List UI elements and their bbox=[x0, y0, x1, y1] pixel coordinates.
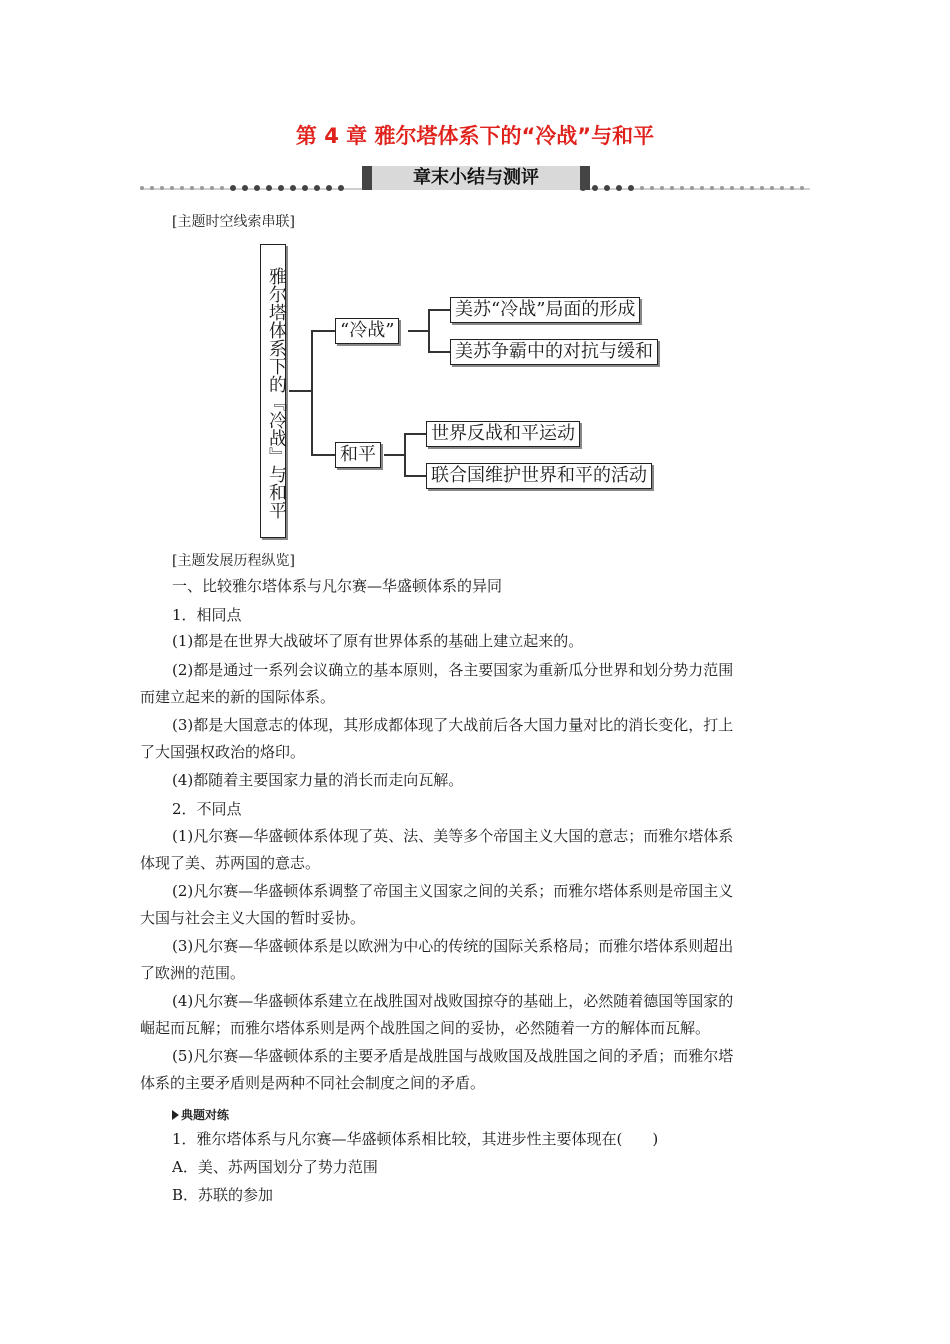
exercise-tag-label: 典题对练 bbox=[181, 1108, 230, 1122]
diff-point-1-line1: (1)凡尔赛—华盛顿体系体现了英、法、美等多个帝国主义大国的意志；而雅尔塔体系 bbox=[172, 827, 734, 845]
same-point-3-line2: 了大国强权政治的烙印。 bbox=[140, 743, 306, 761]
same-point-4: (4)都随着主要国家力量的消长而走向瓦解。 bbox=[172, 771, 464, 789]
diff-point-2-line2: 大国与社会主义大国的暂时妥协。 bbox=[140, 909, 366, 927]
diff-points-title: 2．不同点 bbox=[172, 800, 242, 818]
same-point-2-line2: 而建立起来的新的国际体系。 bbox=[140, 688, 336, 706]
connector-b1 bbox=[408, 330, 428, 332]
diagram-root-box: 雅尔塔体系下的『冷战』与和平 bbox=[260, 244, 286, 538]
diagram-node-us-soviet-rivalry: 美苏争霸中的对抗与缓和 bbox=[450, 339, 658, 365]
diff-point-2-line1: (2)凡尔赛—华盛顿体系调整了帝国主义国家之间的关系；而雅尔塔体系则是帝国主义 bbox=[172, 882, 734, 900]
connector-b1-vertical bbox=[428, 309, 430, 351]
connector-branch2 bbox=[311, 454, 335, 456]
diff-point-5-line1: (5)凡尔赛—华盛顿体系的主要矛盾是战胜国与战败国及战胜国之间的矛盾；而雅尔塔 bbox=[172, 1047, 734, 1065]
connector-b1-c1 bbox=[428, 309, 450, 311]
exercise-option-a: A．美、苏两国划分了势力范围 bbox=[172, 1158, 378, 1176]
diagram-node-un-peace-activities: 联合国维护世界和平的活动 bbox=[426, 463, 652, 489]
diff-point-4-line2: 崛起而瓦解；而雅尔塔体系则是两个战胜国之间的妥协，必然随着一方的解体而瓦解。 bbox=[140, 1019, 711, 1037]
connector-b2 bbox=[384, 454, 404, 456]
diagram-branch-cold-war: “冷战” bbox=[335, 318, 399, 344]
same-point-2-line1: (2)都是通过一系列会议确立的基本原则，各主要国家为重新瓜分世界和划分势力范围 bbox=[172, 661, 734, 679]
triangle-icon bbox=[172, 1110, 179, 1120]
connector-root bbox=[289, 390, 311, 392]
diff-point-3-line1: (3)凡尔赛—华盛顿体系是以欧洲为中心的传统的国际关系格局；而雅尔塔体系则超出 bbox=[172, 937, 734, 955]
banner-dots-left bbox=[140, 177, 360, 183]
connector-branch1 bbox=[311, 330, 335, 332]
exercise-tag bbox=[172, 1106, 229, 1123]
banner-title: 章末小结与测评 bbox=[362, 166, 590, 190]
section1-heading: [主题时空线索串联] bbox=[172, 214, 295, 230]
same-points-title: 1．相同点 bbox=[172, 606, 242, 624]
diagram-node-antiwar-movement: 世界反战和平运动 bbox=[426, 421, 580, 447]
section-banner bbox=[140, 166, 810, 192]
section2-heading: [主题发展历程纵览] bbox=[172, 553, 295, 569]
same-point-1: (1)都是在世界大战破坏了原有世界体系的基础上建立起来的。 bbox=[172, 632, 584, 650]
diff-point-5-line2: 体系的主要矛盾则是两种不同社会制度之间的矛盾。 bbox=[140, 1074, 486, 1092]
connector-b1-c2 bbox=[428, 351, 450, 353]
diff-point-1-line2: 体现了美、苏两国的意志。 bbox=[140, 854, 321, 872]
banner-dots-right bbox=[580, 177, 810, 183]
connector-b2-vertical bbox=[404, 433, 406, 475]
diagram-node-cold-war-formation: 美苏“冷战”局面的形成 bbox=[450, 297, 640, 323]
connector-b2-c2 bbox=[404, 475, 426, 477]
exercise-question: 1．雅尔塔体系与凡尔赛—华盛顿体系相比较，其进步性主要体现在( ) bbox=[172, 1130, 659, 1148]
diagram-branch-peace: 和平 bbox=[335, 442, 381, 468]
chapter-title: 第 4 章 雅尔塔体系下的“冷战”与和平 bbox=[295, 124, 655, 148]
exercise-option-b: B．苏联的参加 bbox=[172, 1186, 274, 1204]
diff-point-3-line2: 了欧洲的范围。 bbox=[140, 964, 246, 982]
connector-root-vertical bbox=[311, 330, 313, 454]
diff-point-4-line1: (4)凡尔赛—华盛顿体系建立在战胜国对战败国掠夺的基础上，必然随着德国等国家的 bbox=[172, 992, 734, 1010]
section2-subheading: 一、比较雅尔塔体系与凡尔赛—华盛顿体系的异同 bbox=[172, 577, 503, 595]
connector-b2-c1 bbox=[404, 433, 426, 435]
same-point-3-line1: (3)都是大国意志的体现，其形成都体现了大战前后各大国力量对比的消长变化，打上 bbox=[172, 716, 734, 734]
